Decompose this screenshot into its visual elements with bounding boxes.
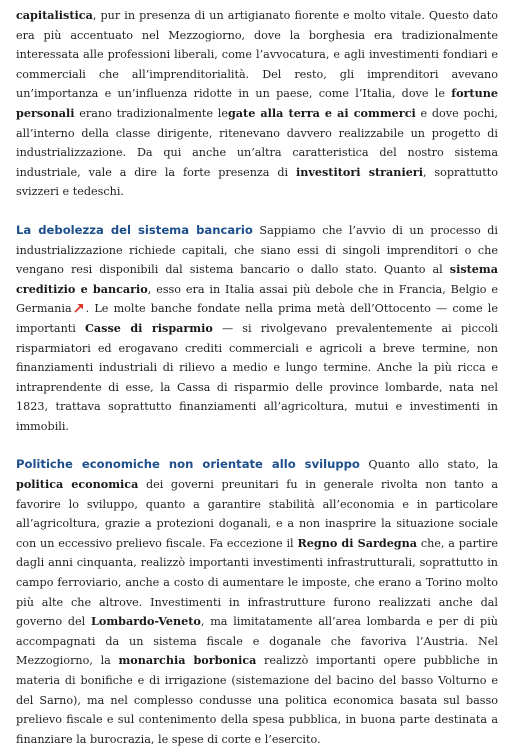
body-text: Sappiamo che l’avvio di un processo di industrializzazione richiede capitali, che siano essi di singoli imprenditori o che vengano resi disponibili dal sistema bancario o dallo stato. Quanto al (16, 223, 499, 277)
body-text: . Le molte banche fondate nella prima metà dell’Ottocento — come le importanti (16, 302, 498, 335)
policy-paragraph (16, 455, 498, 749)
bold-term: capitalistica (16, 8, 93, 22)
bold-term: Regno di Sardegna (297, 535, 418, 550)
bold-term: fortune personali (16, 86, 498, 120)
bold-term: monarchia borbonica (118, 653, 257, 668)
body-text: realizzò importanti opere pubbliche in materia di bonifiche e di irrigazione (sistemazione del bacino del basso Volturno e del Sarno), ma nel complesso condusse una politica economica basata sul basso prelievo fiscale e sul contenimento della spesa pubblica, in buona parte destinata a finanziare la burocrazia, le spese di corte e l’esercito. (16, 654, 499, 746)
bold-term: politica economica (16, 477, 139, 492)
body-text: che, a partire dagli anni cinquanta, realizzò importanti investimenti infrastrutturali, soprattutto in campo ferroviario, anche a costo di aumentare le imposte, che erano a Torino molto più alte che altrove. Investimenti in infrastrutture furono realizzati anche dal governo del (16, 536, 498, 629)
section-heading: La debolezza del sistema bancario (16, 222, 253, 237)
intro-paragraph (16, 6, 498, 202)
bold-term: sistema creditizio e bancario (16, 262, 498, 296)
body-text: erano tradizionalmente le (74, 106, 228, 120)
bold-term: gate alla terra e ai commerci (227, 105, 416, 120)
body-text: , ma limitatamente all’area lombarda e per di più accompagnati da un sistema fiscale e doganale che favoriva l’Austria. Nel Mezzogiorno, la (16, 615, 498, 668)
body-text: dei governi preunitari fu in generale rivolta non tanto a favorire lo sviluppo, quanto a garantire stabilità all’economia e in particolare all’agricoltura, grazie a protezioni doganali, e a non inasprire la situazione sociale con un eccessivo prelievo fiscale. Fa eccezione il (16, 478, 498, 550)
body-text: , soprattutto svizzeri e tedeschi. (16, 165, 498, 199)
section-heading: Politiche economiche non orientate allo sviluppo (16, 457, 360, 472)
banking-paragraph (16, 221, 498, 437)
bold-term: Lombardo-Veneto (90, 614, 201, 629)
body-text: — si rivolgevano prevalentemente ai piccoli risparmiatori ed erogavano crediti commerciali e agricoli a breve termine, non finanziamenti industriali di rilievo a medio e lungo termine. Anche la più ricca e intraprendente di esse, la Cassa di risparmio delle province lombarde, nata nel 1823, trattava soprattutto finanziamenti all’agricoltura, mutui e investimenti in immobili. (16, 321, 499, 433)
body-text: , pur in presenza di un artigianato fiorente e molto vitale. Questo dato era più accentuato nel Mezzogiorno, dove la borghesia era tradizionalmente interessata alle professioni liberali, come l’avvocatura, e agli investimenti fondiari e commerciali che all’imprenditorialità. Del resto, gli imprenditori avevano un’importanza e un’influenza ridotte in un paese, come l’Italia, dove le (16, 9, 498, 101)
text-page (16, 6, 498, 749)
bold-term: Casse di risparmio (85, 320, 213, 335)
bold-term: investitori stranieri (295, 164, 423, 179)
body-text: e dove pochi, all’interno della classe dirigente, ritenevano davvero realizzabile un progetto di industrializzazione. Da qui anche un’altra caratteristica del nostro sistema industriale, vale a dire la forte presenza di (16, 106, 498, 179)
body-text: Quanto allo stato, la (359, 458, 498, 472)
arrow-up-right-icon[interactable] (73, 301, 85, 313)
body-text: , esso era in Italia assai più debole che in Francia, Belgio e Germania (16, 282, 498, 316)
